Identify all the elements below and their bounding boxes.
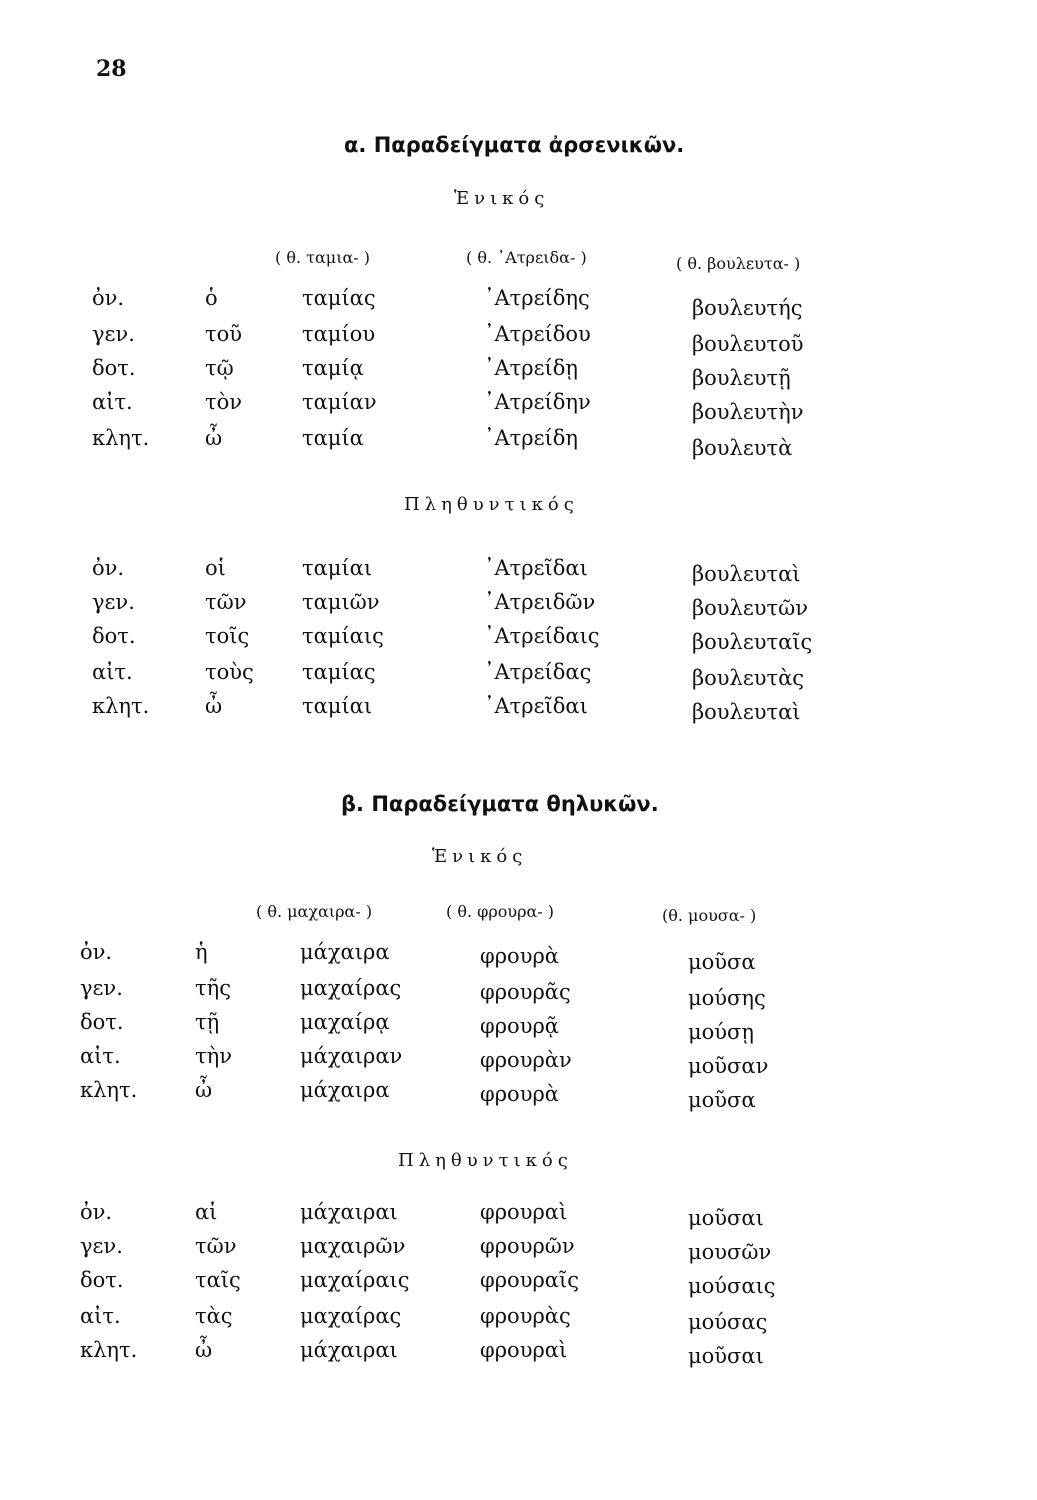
form: ᾽Ατρειδῶν bbox=[484, 590, 596, 614]
feminine-plural-heading: Πληθυντικός bbox=[398, 1150, 573, 1171]
article: ὦ bbox=[205, 426, 223, 450]
form: ᾽Ατρείδης bbox=[484, 286, 590, 310]
case-label: δοτ. bbox=[80, 1268, 124, 1292]
table-row bbox=[0, 1200, 1037, 1234]
form: βουλευτὰς bbox=[692, 666, 805, 690]
form: μούσης bbox=[688, 986, 766, 1010]
article: ὁ bbox=[205, 286, 218, 310]
table-row bbox=[0, 1338, 1037, 1372]
form: ᾽Ατρείδῃ bbox=[484, 356, 578, 380]
case-label: αἰτ. bbox=[92, 390, 133, 414]
table-row bbox=[0, 660, 1037, 694]
masculine-singular-heading: Ἑνικός bbox=[454, 188, 550, 209]
article: αἱ bbox=[195, 1200, 218, 1224]
table-row bbox=[0, 1268, 1037, 1302]
case-label: δοτ. bbox=[80, 1010, 124, 1034]
form: μαχαίρας bbox=[300, 1304, 402, 1328]
form: βουλευτὴν bbox=[692, 400, 804, 424]
form: μάχαιραι bbox=[300, 1200, 398, 1224]
article: τὴν bbox=[195, 1044, 232, 1068]
article: ὦ bbox=[205, 694, 223, 718]
form: φρουρὰς bbox=[480, 1304, 571, 1328]
feminine-singular-heading: Ἑνικός bbox=[432, 846, 528, 867]
table-row bbox=[0, 356, 1037, 390]
form: φρουρᾷ bbox=[480, 1014, 559, 1038]
form: ᾽Ατρείδαις bbox=[484, 624, 600, 648]
table-row bbox=[0, 590, 1037, 624]
article: τῇ bbox=[195, 1010, 220, 1034]
stem-label-1: ( θ. ταμια- ) bbox=[275, 248, 370, 267]
form: βουλευτὰ bbox=[692, 436, 793, 460]
table-row bbox=[0, 976, 1037, 1010]
table-row bbox=[0, 1010, 1037, 1044]
case-label: αἰτ. bbox=[80, 1304, 121, 1328]
stem-label-3: ( θ. βουλευτα- ) bbox=[676, 254, 801, 273]
form: φρουρᾶς bbox=[480, 980, 571, 1004]
article: τῶν bbox=[195, 1234, 237, 1258]
form: φρουραῖς bbox=[480, 1268, 579, 1292]
table-row bbox=[0, 322, 1037, 356]
case-label: αἰτ. bbox=[80, 1044, 121, 1068]
stem-label-2: ( θ. φρουρα- ) bbox=[446, 902, 555, 921]
form: φρουρὰ bbox=[480, 1082, 559, 1106]
form: ταμίᾳ bbox=[302, 356, 364, 380]
table-row bbox=[0, 1078, 1037, 1112]
form: ταμιῶν bbox=[302, 590, 380, 614]
form: βουλευτοῦ bbox=[692, 332, 804, 356]
form: φρουραὶ bbox=[480, 1338, 568, 1362]
form: μοῦσα bbox=[688, 1088, 756, 1112]
form: ᾽Ατρείδου bbox=[484, 322, 591, 346]
table-row bbox=[0, 624, 1037, 658]
table-row bbox=[0, 1234, 1037, 1268]
feminine-section-title: β. Παραδείγματα θηλυκῶν. bbox=[341, 792, 659, 816]
article: τὸν bbox=[205, 390, 243, 414]
stem-label-3: (θ. μουσα- ) bbox=[662, 906, 757, 925]
form: βουλευταὶ bbox=[692, 562, 801, 586]
form: μαχαίραις bbox=[300, 1268, 410, 1292]
form: μουσῶν bbox=[688, 1240, 772, 1264]
form: φρουρὰ bbox=[480, 944, 559, 968]
form: ταμία bbox=[302, 426, 364, 450]
form: βουλευταὶ bbox=[692, 700, 801, 724]
form: φρουραὶ bbox=[480, 1200, 568, 1224]
form: μοῦσα bbox=[688, 950, 756, 974]
page-number: 28 bbox=[96, 56, 127, 82]
article: τοὺς bbox=[205, 660, 254, 684]
article: ὦ bbox=[195, 1078, 213, 1102]
table-row bbox=[0, 694, 1037, 728]
table-row bbox=[0, 940, 1037, 974]
case-label: γεν. bbox=[80, 1234, 123, 1258]
form: ᾽Ατρείδας bbox=[484, 660, 592, 684]
article: ταῖς bbox=[195, 1268, 241, 1292]
table-row bbox=[0, 556, 1037, 590]
case-label: αἰτ. bbox=[92, 660, 133, 684]
form: μοῦσαι bbox=[688, 1206, 764, 1230]
form: βουλευτής bbox=[692, 296, 803, 320]
table-row bbox=[0, 286, 1037, 320]
form: ᾽Ατρείδη bbox=[484, 426, 578, 450]
form: ταμίας bbox=[302, 660, 376, 684]
case-label: γεν. bbox=[80, 976, 123, 1000]
form: ᾽Ατρεῖδαι bbox=[484, 694, 588, 718]
form: μάχαιραι bbox=[300, 1338, 398, 1362]
form: μοῦσαν bbox=[688, 1054, 769, 1078]
form: βουλευταῖς bbox=[692, 630, 813, 654]
article: ἡ bbox=[195, 940, 208, 964]
masculine-plural-heading: Πληθυντικός bbox=[404, 494, 579, 515]
article: τῶν bbox=[205, 590, 247, 614]
form: μάχαιρα bbox=[300, 940, 390, 964]
case-label: ὀν. bbox=[80, 1200, 113, 1224]
table-row bbox=[0, 426, 1037, 460]
table-row bbox=[0, 390, 1037, 424]
article: τοῦ bbox=[205, 322, 243, 346]
article: τὰς bbox=[195, 1304, 233, 1328]
form: ᾽Ατρεῖδαι bbox=[484, 556, 588, 580]
form: μάχαιραν bbox=[300, 1044, 403, 1068]
case-label: ὀν. bbox=[92, 556, 125, 580]
form: ταμίαν bbox=[302, 390, 377, 414]
form: μοῦσαι bbox=[688, 1344, 764, 1368]
form: ταμίας bbox=[302, 286, 376, 310]
case-label: ὀν. bbox=[92, 286, 125, 310]
case-label: κλητ. bbox=[80, 1078, 138, 1102]
form: μαχαιρῶν bbox=[300, 1234, 406, 1258]
case-label: κλητ. bbox=[92, 426, 150, 450]
form: μαχαίρᾳ bbox=[300, 1010, 390, 1034]
form: μούσαις bbox=[688, 1274, 776, 1298]
stem-label-2: ( θ. ᾽Ατρειδα- ) bbox=[466, 248, 587, 267]
article: τῷ bbox=[205, 356, 234, 380]
form: βουλευτῇ bbox=[692, 366, 791, 390]
case-label: δοτ. bbox=[92, 356, 136, 380]
article: ὦ bbox=[195, 1338, 213, 1362]
form: μάχαιρα bbox=[300, 1078, 390, 1102]
form: ᾽Ατρείδην bbox=[484, 390, 591, 414]
article: τοῖς bbox=[205, 624, 250, 648]
article: τῆς bbox=[195, 976, 231, 1000]
case-label: ὀν. bbox=[80, 940, 113, 964]
form: μαχαίρας bbox=[300, 976, 402, 1000]
form: φρουρὰν bbox=[480, 1048, 572, 1072]
form: μούσῃ bbox=[688, 1020, 754, 1044]
case-label: κλητ. bbox=[92, 694, 150, 718]
form: βουλευτῶν bbox=[692, 596, 809, 620]
form: ταμίαις bbox=[302, 624, 384, 648]
stem-label-1: ( θ. μαχαιρα- ) bbox=[256, 902, 373, 921]
case-label: δοτ. bbox=[92, 624, 136, 648]
case-label: κλητ. bbox=[80, 1338, 138, 1362]
table-row bbox=[0, 1044, 1037, 1078]
form: ταμίου bbox=[302, 322, 376, 346]
case-label: γεν. bbox=[92, 322, 135, 346]
form: ταμίαι bbox=[302, 694, 373, 718]
form: μούσας bbox=[688, 1310, 768, 1334]
masculine-section-title: α. Παραδείγματα ἀρσενικῶν. bbox=[344, 133, 685, 157]
form: φρουρῶν bbox=[480, 1234, 575, 1258]
form: ταμίαι bbox=[302, 556, 373, 580]
table-row bbox=[0, 1304, 1037, 1338]
article: οἱ bbox=[205, 556, 226, 580]
case-label: γεν. bbox=[92, 590, 135, 614]
